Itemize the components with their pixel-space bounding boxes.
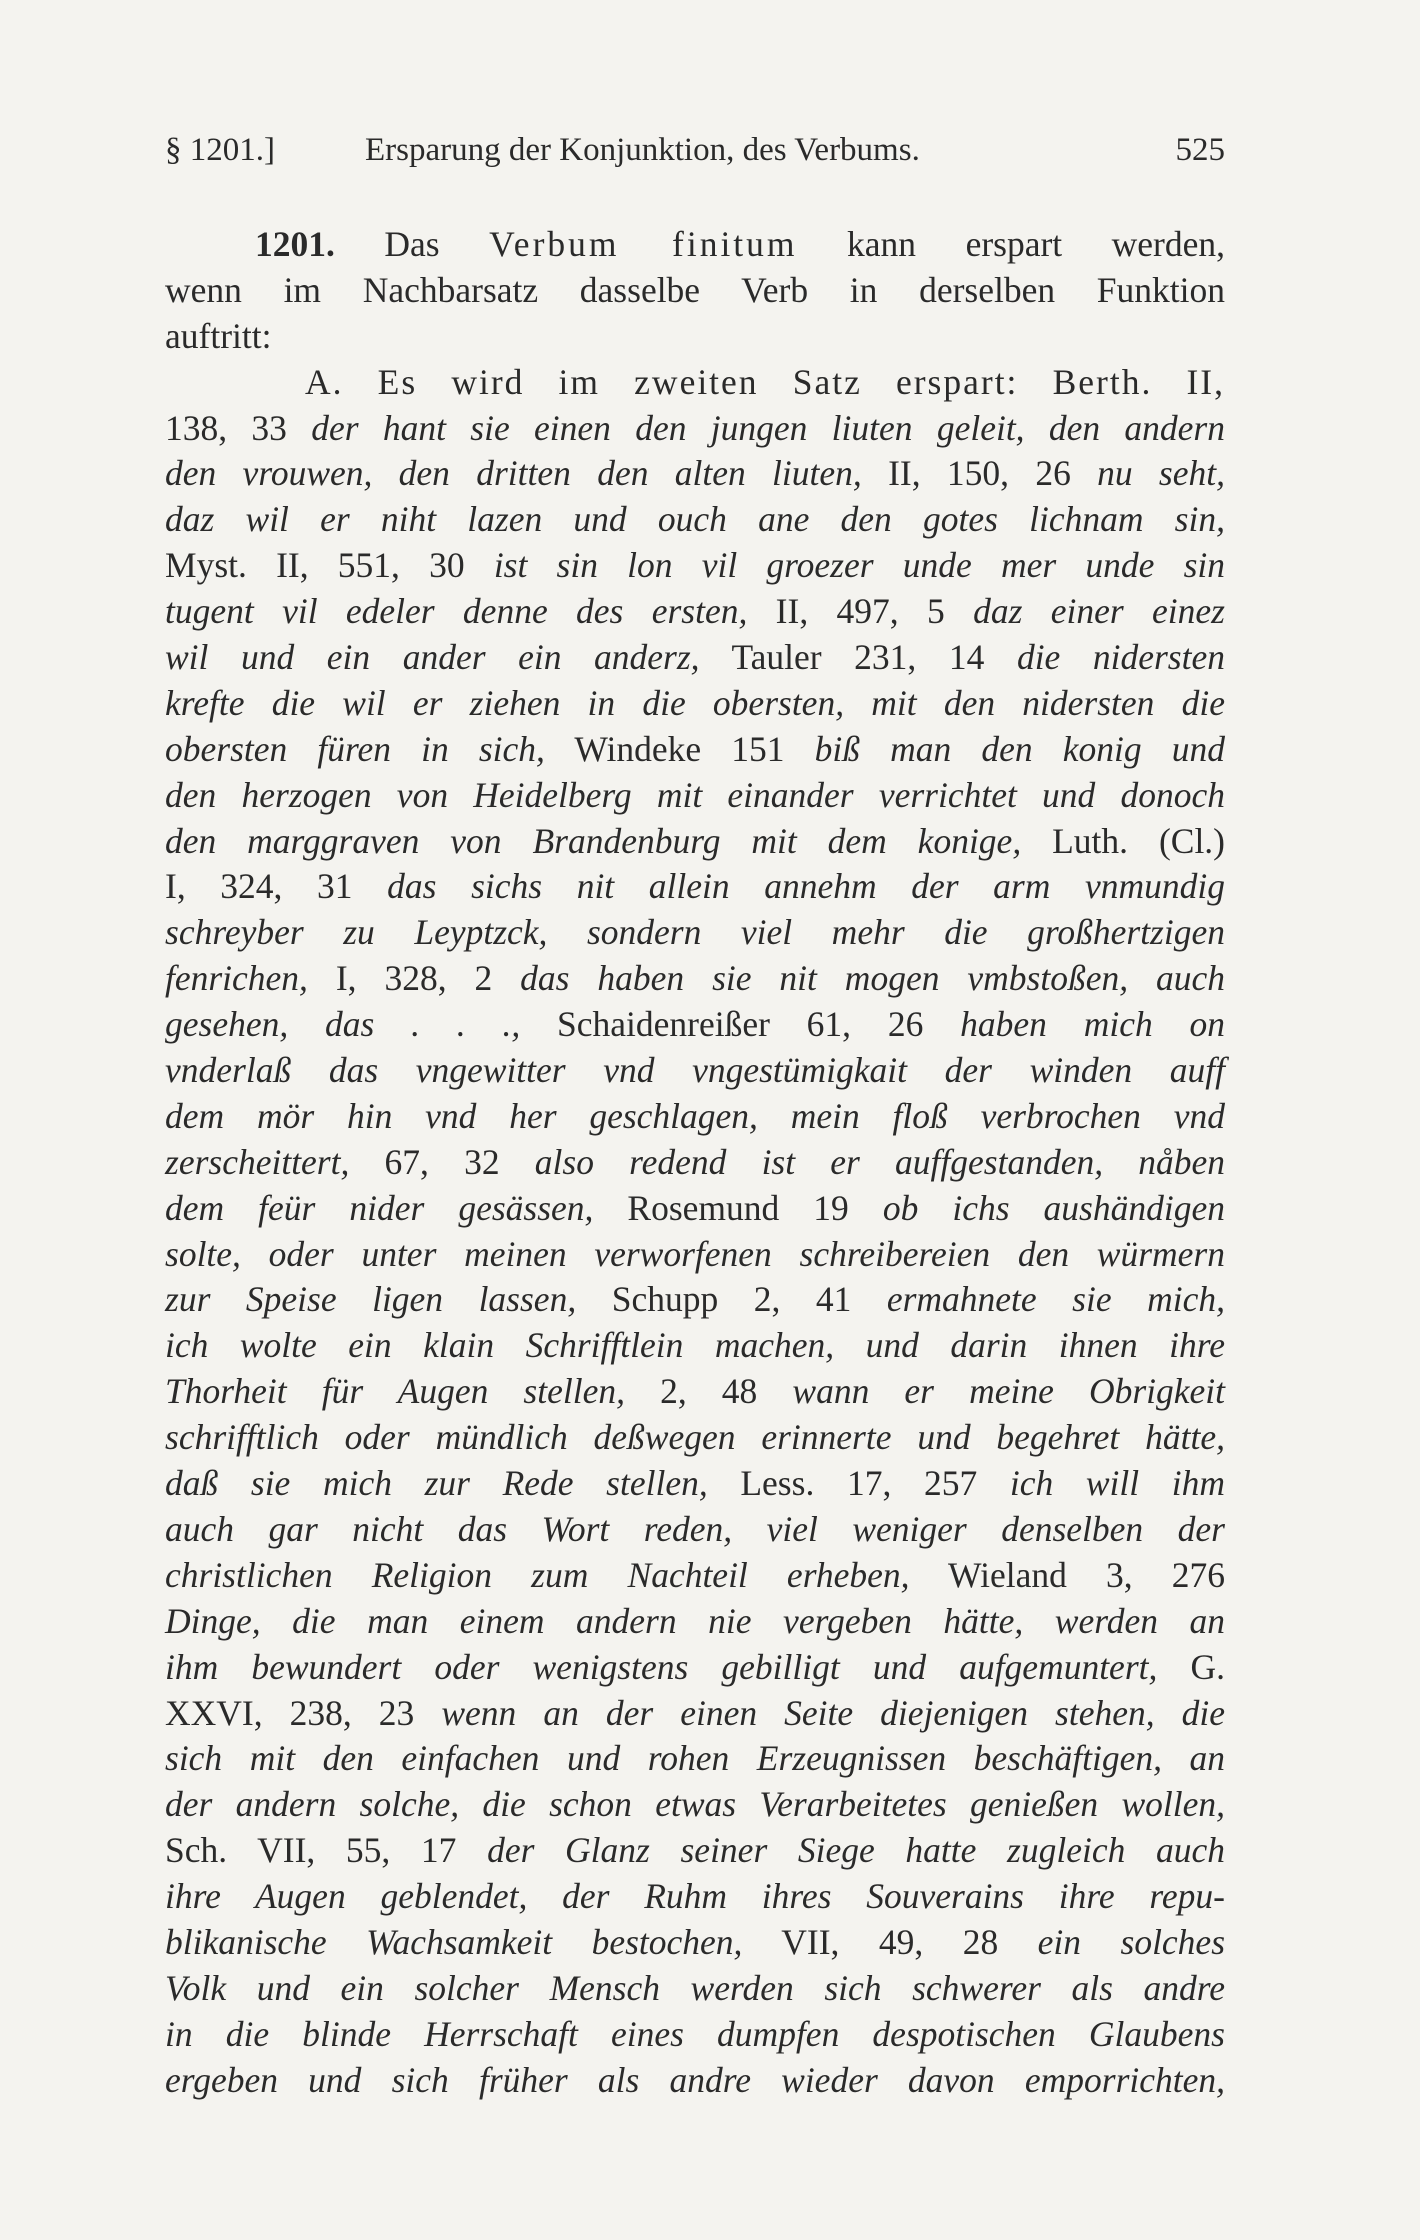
quotation: also redend ist er auffgestanden, nåben: [534, 1141, 1226, 1182]
quotation: ihre Augen geblendet, der Ruhm ihres Souverains ihre repu-: [165, 1876, 1225, 1917]
quotation: ergeben und sich früher als andre wieder davon emporrichten,: [165, 2059, 1225, 2100]
quotation: ist sin lon vil groezer unde mer unde sin: [493, 545, 1226, 586]
text-line: dem feür nider gesässen, Rosemund 19 ob ichs aushändigen: [165, 1187, 1225, 1228]
quotation: gesehen, das . . .,: [165, 1004, 521, 1045]
text-line: Sch. VII, 55, 17 der Glanz seiner Siege hatte zugleich auch: [165, 1830, 1225, 1871]
text-line: [165, 1599, 1225, 1645]
text-line: den vrouwen, den dritten den alten liuten, II, 150, 26 nu seht,: [165, 453, 1225, 494]
quotation: vnderlaß das vngewitter vnd vngestümigkait der winden auff: [165, 1050, 1225, 1091]
running-head: [165, 132, 1225, 182]
text-line: Myst. II, 551, 30 ist sin lon vil groezer unde mer unde sin: [165, 545, 1226, 586]
quotation: die nidersten: [1016, 637, 1225, 678]
text-line: wenn im Nachbarsatz dasselbe Verb in derselben Funktion: [165, 269, 1225, 310]
page-number: 525: [1175, 132, 1225, 168]
quotation: sich mit den einfachen und rohen Erzeugnissen beschäftigen, an: [165, 1738, 1225, 1779]
quotation: wenn an der einen Seite diejenigen stehen, die: [441, 1692, 1226, 1733]
quotation: daz wil er niht lazen und ouch ane den gotes lichnam sin,: [165, 499, 1225, 540]
text-line: [165, 1232, 1225, 1278]
text-line: christlichen Religion zum Nachteil erheben, Wieland 3, 276: [165, 1554, 1226, 1595]
text-line: zerscheittert, 67, 32 also redend ist er auffgestanden, nåben: [165, 1141, 1226, 1182]
text-line: [165, 1966, 1225, 2012]
text-line: [165, 1415, 1225, 1461]
text-line: gesehen, das . . ., Schaidenreißer 61, 26 haben mich on: [165, 1004, 1226, 1045]
quotation: der hant sie einen den jungen liuten geleit, den andern: [311, 407, 1225, 448]
text-line: [165, 497, 1225, 543]
text-line: XXVI, 238, 23 wenn an der einen Seite diejenigen stehen, die: [165, 1692, 1226, 1733]
quotation: das haben sie nit mogen vmbstoßen, auch: [520, 958, 1225, 999]
text-line: [165, 1736, 1225, 1782]
quotation: nu seht,: [1097, 453, 1225, 494]
quotation: der Glanz seiner Siege hatte zugleich auch: [487, 1830, 1225, 1871]
quotation: schreyber zu Leyptzck, sondern viel mehr die großhertzigen: [165, 912, 1225, 953]
quotation: in die blinde Herrschaft eines dumpfen despotischen Glaubens: [165, 2013, 1225, 2054]
text-line: ihm bewundert oder wenigstens gebilligt und aufgemuntert, G.: [165, 1646, 1225, 1687]
quotation: biß man den konig und: [814, 728, 1225, 769]
quotation: zerscheittert,: [165, 1141, 350, 1182]
quotation: dem feür nider gesässen,: [165, 1187, 594, 1228]
text-line: [165, 773, 1225, 819]
text-line: daß sie mich zur Rede stellen, Less. 17, 257 ich will ihm: [165, 1463, 1225, 1504]
text-line: [165, 2058, 1225, 2104]
text-line: [165, 2012, 1225, 2058]
text-line: [165, 1507, 1225, 1553]
text-line: [165, 1874, 1225, 1920]
text-line: auftritt:: [165, 315, 272, 356]
text-line: wil und ein ander ein anderz, Tauler 231, 14 die nidersten: [165, 637, 1225, 678]
quotation: ihm bewundert oder wenigstens gebilligt und aufgemuntert,: [165, 1646, 1158, 1687]
quotation: fenrichen,: [165, 958, 308, 999]
quotation: ein solches: [1037, 1921, 1226, 1962]
quotation: Thorheit für Augen stellen,: [165, 1371, 625, 1412]
text-line: [165, 910, 1225, 956]
quotation: ermahnete sie mich,: [886, 1279, 1226, 1320]
text-line: den marggraven von Brandenburg mit dem konige, Luth. (Cl.): [165, 820, 1226, 861]
text-line: obersten füren in sich, Windeke 151 biß man den konig und: [165, 728, 1225, 769]
text-line: I, 324, 31 das sichs nit allein annehm der arm vnmundig: [165, 866, 1225, 907]
text-line: [165, 1094, 1225, 1140]
quotation: ich wolte ein klain Schrifftlein machen, und darin ihnen ihre: [165, 1325, 1225, 1366]
quotation: ob ichs aushändigen: [882, 1187, 1225, 1228]
quotation: der andern solche, die schon etwas Verarbeitetes genießen wollen,: [165, 1784, 1225, 1825]
text-line: 1201. Das Verbum finitum kann erspart werden,: [255, 224, 1226, 264]
quotation: haben mich on: [960, 1004, 1226, 1045]
spaced-term: Verbum finitum: [489, 224, 798, 264]
quotation: solte, oder unter meinen verworfenen schreibereien den würmern: [165, 1233, 1225, 1274]
quotation: ich will ihm: [1009, 1463, 1225, 1504]
text-line: [165, 1048, 1225, 1094]
text-line: A. Es wird im zweiten Satz erspart: Berth. II,: [305, 361, 1225, 402]
paragraph-number: 1201.: [255, 224, 335, 264]
section-reference: § 1201.]: [165, 132, 275, 168]
quotation: blikanische Wachsamkeit bestochen,: [165, 1921, 743, 1962]
quotation: das sichs nit allein annehm der arm vnmundig: [387, 866, 1225, 907]
text-line: [165, 1782, 1225, 1828]
quotation: auch gar nicht das Wort reden, viel weniger denselben der: [165, 1508, 1225, 1549]
text-line: [165, 1323, 1225, 1369]
body-text: [165, 222, 1225, 2104]
text-line: tugent vil edeler denne des ersten, II, 497, 5 daz einer einez: [165, 591, 1225, 632]
running-title: Ersparung der Konjunktion, des Verbums.: [365, 132, 920, 168]
quotation: zur Speise ligen lassen,: [165, 1279, 577, 1320]
quotation: tugent vil edeler denne des ersten,: [165, 591, 748, 632]
quotation: den vrouwen, den dritten den alten liuten,: [165, 453, 862, 494]
quotation: dem mör hin vnd her geschlagen, mein floß verbrochen vnd: [165, 1095, 1225, 1136]
text-line: 138, 33 der hant sie einen den jungen liuten geleit, den andern: [165, 407, 1225, 448]
quotation: den herzogen von Heidelberg mit einander verrichtet und donoch: [165, 774, 1225, 815]
quotation: obersten füren in sich,: [165, 728, 545, 769]
quotation: daß sie mich zur Rede stellen,: [165, 1463, 708, 1504]
quotation: krefte die wil er ziehen in die obersten, mit den nidersten die: [165, 682, 1225, 723]
text-line: fenrichen, I, 328, 2 das haben sie nit mogen vmbstoßen, auch: [165, 958, 1225, 999]
text-line: [165, 681, 1225, 727]
quotation: den marggraven von Brandenburg mit dem konige,: [165, 820, 1022, 861]
quotation: christlichen Religion zum Nachteil erheben,: [165, 1554, 910, 1595]
quotation: schrifftlich oder mündlich deßwegen erinnerte und begehret hätte,: [165, 1417, 1225, 1458]
quotation: wann er meine Obrigkeit: [792, 1371, 1225, 1412]
text-line: blikanische Wachsamkeit bestochen, VII, 49, 28 ein solches: [165, 1921, 1226, 1962]
text-line: zur Speise ligen lassen, Schupp 2, 41 ermahnete sie mich,: [165, 1279, 1226, 1320]
quotation: daz einer einez: [973, 591, 1225, 632]
quotation: Dinge, die man einem andern nie vergeben hätte, werden an: [165, 1600, 1225, 1641]
quotation: Volk und ein solcher Mensch werden sich schwerer als andre: [165, 1967, 1225, 2008]
text-line: Thorheit für Augen stellen, 2, 48 wann er meine Obrigkeit: [165, 1371, 1225, 1412]
quotation: wil und ein ander ein anderz,: [165, 637, 700, 678]
